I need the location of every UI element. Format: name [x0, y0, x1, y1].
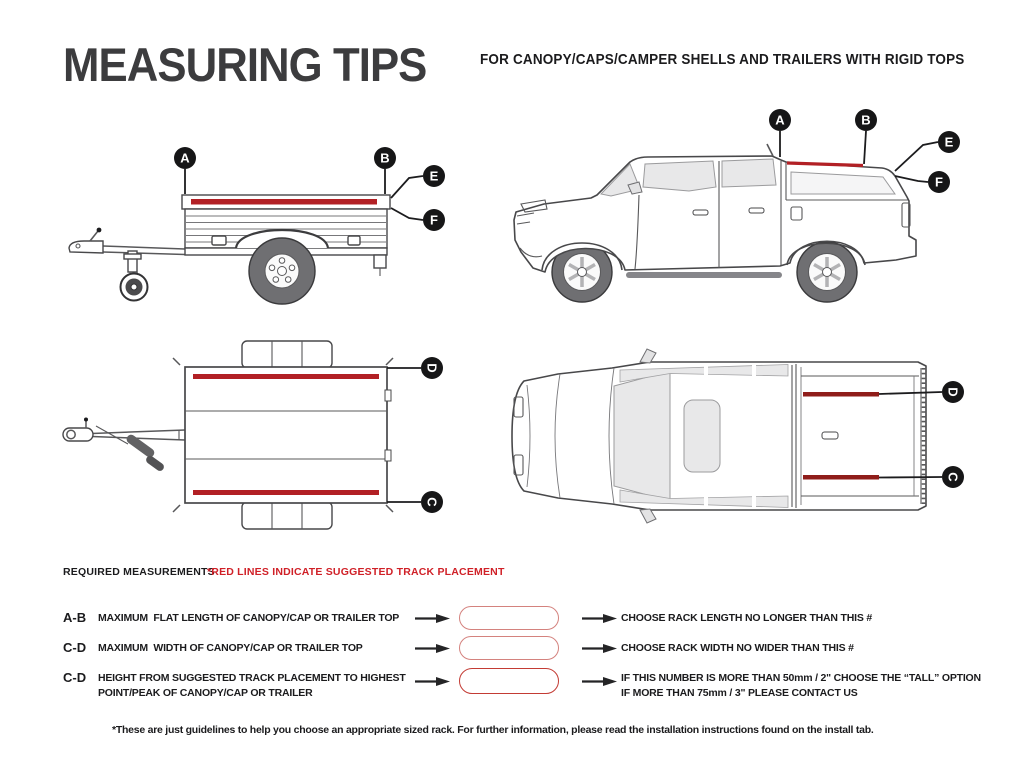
- label-e-badge: [423, 165, 445, 187]
- rear-door-window: [722, 159, 776, 187]
- arrow-icon: [414, 643, 450, 654]
- page-subtitle-wrap: [480, 51, 1018, 69]
- label-c-badge: [421, 491, 443, 513]
- svg-text:C: C: [945, 472, 961, 482]
- sunroof: [684, 400, 720, 472]
- label-e-badge: [938, 131, 960, 153]
- wheel-fender: [242, 341, 332, 368]
- svg-text:B: B: [861, 112, 871, 128]
- truck-top-drawing: [512, 349, 926, 523]
- page-subtitle: FOR CANOPY/CAPS/CAMPER SHELLS AND TRAILERS WITH RIGID TOPS: [480, 51, 965, 68]
- measurement-blank-field: [459, 636, 559, 660]
- svg-text:E: E: [429, 168, 439, 184]
- svg-text:D: D: [945, 387, 961, 397]
- row-code: C-D: [63, 640, 87, 655]
- row-description: MAXIMUM FLAT LENGTH OF CANOPY/CAP OR TRAILER TOP: [98, 612, 400, 624]
- side-mirror: [640, 509, 656, 523]
- row-result: CHOOSE RACK WIDTH NO WIDER THAN THIS #: [621, 642, 854, 654]
- arrow-icon: [414, 676, 450, 687]
- svg-text:D: D: [424, 363, 440, 373]
- row-description: HEIGHT FROM SUGGESTED TRACK PLACEMENT TO HIGHEST: [98, 672, 406, 684]
- front-door-window: [643, 161, 716, 191]
- label-f-badge: [423, 209, 445, 231]
- label-a-badge: [174, 147, 196, 169]
- truck-side-drawing: [514, 144, 916, 302]
- svg-text:F: F: [935, 174, 943, 190]
- running-board: [626, 272, 782, 278]
- track-line: [193, 490, 379, 495]
- track-line: [803, 392, 879, 397]
- label-d-badge: [421, 357, 443, 379]
- track-placement-note: *RED LINES INDICATE SUGGESTED TRACK PLACEMENT: [207, 566, 505, 578]
- row-code: C-D: [63, 670, 87, 685]
- svg-text:E: E: [944, 134, 954, 150]
- label-b-badge: [374, 147, 396, 169]
- label-a-badge: [769, 109, 791, 131]
- trailer-side-view-diagram: [40, 120, 470, 325]
- svg-text:A: A: [775, 112, 785, 128]
- side-mirror: [640, 349, 656, 363]
- trailer-top-drawing: [63, 341, 393, 529]
- arrow-icon: [581, 613, 617, 624]
- measurement-blank-field: [459, 668, 559, 694]
- hitch-coupler: [69, 241, 103, 253]
- row-result: IF MORE THAN 75mm / 3" PLEASE CONTACT US: [621, 687, 858, 699]
- row-result: CHOOSE RACK LENGTH NO LONGER THAN THIS #: [621, 612, 873, 624]
- truck-side-view-diagram: [490, 100, 990, 315]
- svg-text:C: C: [424, 497, 440, 507]
- svg-text:F: F: [430, 212, 438, 228]
- row-description: POINT/PEAK OF CANOPY/CAP OR TRAILER: [98, 687, 313, 699]
- label-b-badge: [855, 109, 877, 131]
- measurements-heading: REQUIRED MEASUREMENTS: [63, 566, 215, 578]
- footnote: *These are just guidelines to help you choose an appropriate sized rack. For further information, please read the installation instructions found on the install tab.: [112, 724, 874, 736]
- wheel-fender: [242, 502, 332, 529]
- track-line: [193, 374, 379, 379]
- row-code: A-B: [63, 610, 87, 625]
- trailer-side-drawing: [69, 195, 390, 304]
- row-description: MAXIMUM WIDTH OF CANOPY/CAP OR TRAILER TOP: [98, 642, 363, 654]
- svg-text:A: A: [180, 150, 190, 166]
- rear-wheel: [797, 242, 857, 302]
- label-f-badge: [928, 171, 950, 193]
- truck-top-view-diagram: [500, 340, 980, 565]
- label-c-badge: [942, 466, 964, 488]
- track-line: [803, 475, 879, 480]
- arrow-icon: [581, 643, 617, 654]
- track-line: [191, 199, 377, 205]
- page-title: MEASURING TIPS: [63, 38, 427, 91]
- arrow-icon: [581, 676, 617, 687]
- windshield-top: [614, 371, 670, 501]
- page-title-wrap: [63, 38, 454, 92]
- row-result: IF THIS NUMBER IS MORE THAN 50mm / 2" CHOOSE THE “TALL” OPTION: [621, 672, 981, 684]
- measurement-blank-field: [459, 606, 559, 630]
- arrow-icon: [414, 613, 450, 624]
- trailer-deck: [185, 367, 387, 503]
- trailer-top-view-diagram: [30, 330, 460, 560]
- svg-text:B: B: [380, 150, 390, 166]
- label-d-badge: [942, 381, 964, 403]
